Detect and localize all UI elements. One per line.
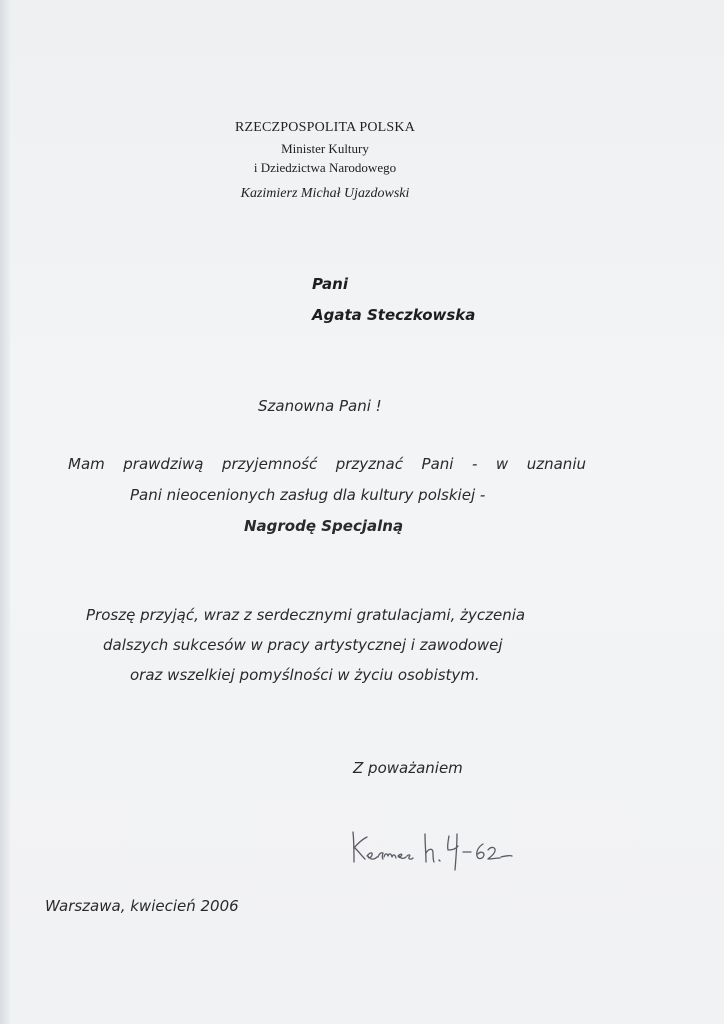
recipient-title: Pani bbox=[312, 275, 348, 293]
page-edge-shadow bbox=[0, 0, 10, 1024]
header-country: RZECZPOSPOLITA POLSKA bbox=[234, 120, 416, 135]
paragraph-2-line-1: Proszę przyjąć, wraz z serdecznymi gratulacjami, życzenia bbox=[86, 606, 526, 624]
paragraph-1-line-1: Mam prawdziwą przyjemność przyznać Pani - w uznaniu bbox=[68, 455, 586, 473]
paragraph-1-line-2: Pani nieocenionych zasług dla kultury polskiej - bbox=[130, 486, 486, 504]
recipient-name: Agata Steczkowska bbox=[312, 306, 476, 324]
place-and-date: Warszawa, kwiecień 2006 bbox=[45, 897, 239, 915]
closing: Z poważaniem bbox=[353, 759, 463, 777]
salutation: Szanowna Pani ! bbox=[258, 397, 382, 415]
header-minister: Minister Kultury bbox=[281, 141, 369, 156]
header-ministry: i Dziedzictwa Narodowego bbox=[253, 160, 397, 175]
award-name: Nagrodę Specjalną bbox=[244, 517, 404, 535]
paragraph-2-line-3: oraz wszelkiej pomyślności w życiu osobistym. bbox=[130, 666, 480, 684]
paragraph-2-line-2: dalszych sukcesów w pracy artystycznej i zawodowej bbox=[103, 636, 503, 654]
handwritten-signature bbox=[345, 826, 525, 872]
header-minister-name: Kazimierz Michał Ujazdowski bbox=[240, 186, 410, 201]
